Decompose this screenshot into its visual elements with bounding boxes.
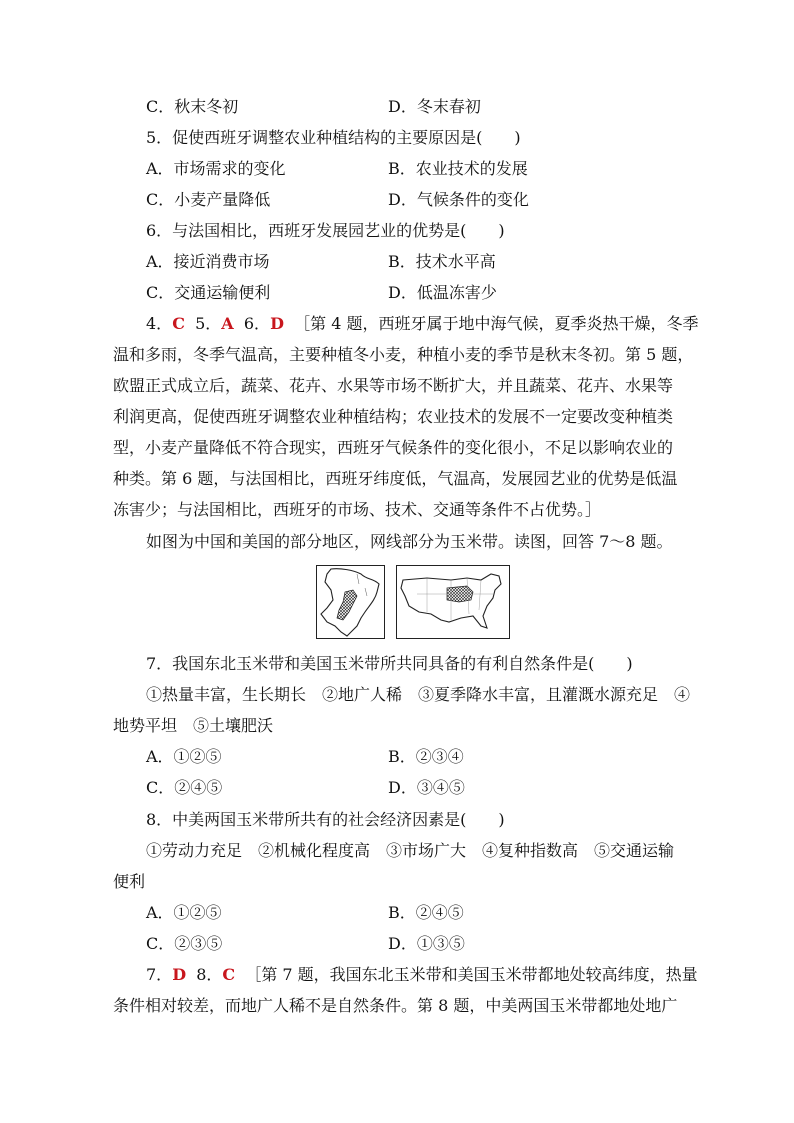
q5-stem: 5．促使西班牙调整农业种植结构的主要原因是( ) [146, 128, 521, 147]
q6-option-d: D．低温冻害少 [388, 283, 497, 302]
q7-stem: 7．我国东北玉米带和美国玉米带所共同具备的有利自然条件是( ) [146, 654, 633, 673]
answer-4: C [172, 314, 185, 333]
q4-option-c: C．秋末冬初 [146, 97, 239, 116]
answer-4-6-first-line [146, 314, 698, 334]
q5-option-d: D．气候条件的变化 [388, 190, 529, 209]
q7-items-line: ①热量丰富，生长期长 ②地广人稀 ③夏季降水丰富，且灌溉水源充足 ④ [146, 685, 691, 704]
answer-5: A [221, 314, 234, 333]
q5-option-c: C．小麦产量降低 [146, 190, 271, 209]
map-united-states [396, 565, 510, 639]
answer-number-4: 4． [146, 314, 173, 333]
q7-option-d: D．③④⑤ [388, 778, 465, 797]
q6-option-c: C．交通运输便利 [146, 283, 271, 302]
q6-stem: 6．与法国相比，西班牙发展园艺业的优势是( ) [146, 221, 505, 240]
explanation-line: 型，小麦产量降低不符合现实，西班牙气候条件的变化很小，不足以影响农业的 [113, 438, 674, 457]
q7-option-b: B．②③④ [388, 747, 464, 766]
intro-7-8: 如图为中国和美国的部分地区，网线部分为玉米带。读图，回答 7～8 题。 [146, 532, 673, 551]
q6-option-a: A．接近消费市场 [146, 252, 270, 271]
q8-stem: 8．中美两国玉米带所共有的社会经济因素是( ) [146, 810, 505, 829]
answer-6: D [270, 314, 284, 333]
q5-option-a: A．市场需求的变化 [146, 159, 286, 178]
explanation-line: 种类。第 6 题，与法国相比，西班牙纬度低，气温高，发展园艺业的优势是低温 [113, 469, 678, 488]
answer-7: D [172, 965, 187, 984]
explanation-text: ［第 7 题，我国东北玉米带和美国玉米带都地处较高纬度，热量 [245, 965, 698, 984]
explanation-line: 冻害少；与法国相比，西班牙的市场、技术、交通等条件不占优势。］ [113, 500, 602, 519]
answer-number-8: 8． [196, 965, 223, 984]
q8-option-b: B．②④⑤ [388, 903, 464, 922]
q6-option-b: B．技术水平高 [388, 252, 496, 271]
q7-option-a: A．①②⑤ [146, 747, 222, 766]
answer-7-8-first-line [146, 965, 698, 985]
answer-number-6: 6． [243, 314, 271, 333]
q8-option-a: A．①②⑤ [146, 903, 222, 922]
q7-option-c: C．②④⑤ [146, 778, 223, 797]
q4-option-d: D．冬末春初 [388, 97, 481, 116]
q8-option-c: C．②③⑤ [146, 934, 223, 953]
q7-items-line: 地势平坦 ⑤土壤肥沃 [113, 716, 274, 735]
q8-option-d: D．①③⑤ [388, 934, 465, 953]
answer-number-5: 5． [195, 314, 222, 333]
map-northeast-china [316, 565, 385, 639]
explanation-line: 条件相对较差，而地广人稀不是自然条件。第 8 题，中美两国玉米带都地处地广 [113, 996, 678, 1015]
q5-option-b: B．农业技术的发展 [388, 159, 528, 178]
explanation-text: ［第 4 题，西班牙属于地中海气候，夏季炎热干燥，冬季 [294, 314, 699, 333]
q8-items-line: 便利 [113, 872, 146, 891]
answer-8: C [222, 965, 236, 984]
answer-number-7: 7． [146, 965, 173, 984]
explanation-line: 温和多雨，冬季气温高，主要种植冬小麦，种植小麦的季节是秋末冬初。第 5 题， [113, 345, 694, 364]
q8-items-line: ①劳动力充足 ②机械化程度高 ③市场广大 ④复种指数高 ⑤交通运输 [146, 841, 675, 860]
explanation-line: 利润更高，促使西班牙调整农业种植结构；农业技术的发展不一定要改变种植类 [113, 407, 674, 426]
explanation-line: 欧盟正式成立后，蔬菜、花卉、水果等市场不断扩大，并且蔬菜、花卉、水果等 [113, 376, 674, 395]
